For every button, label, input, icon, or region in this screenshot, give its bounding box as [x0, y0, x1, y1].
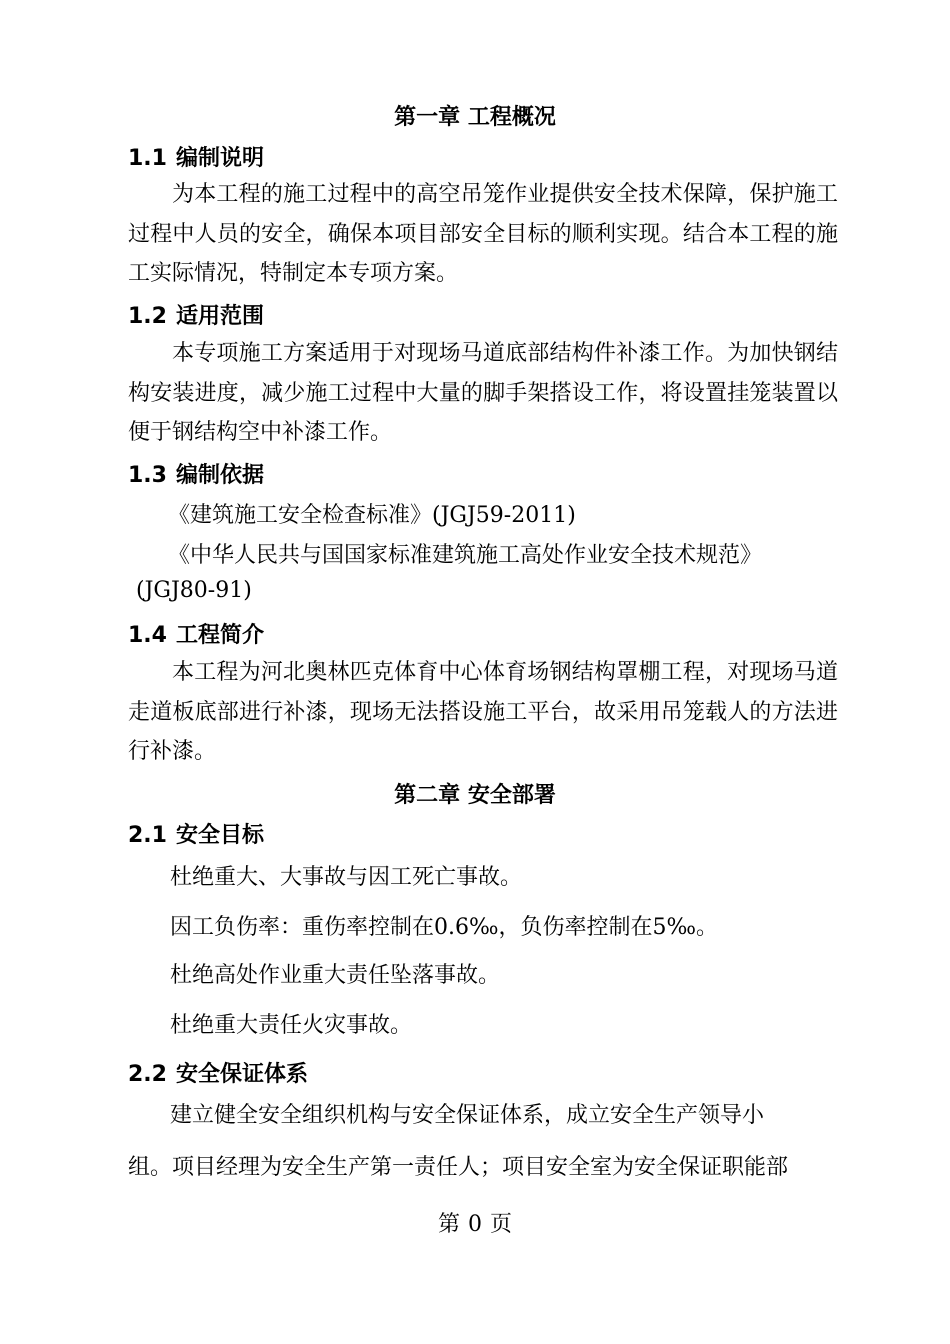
- section-title: 适用范围: [176, 304, 265, 329]
- reference-2: 《中华人民共与国国家标准建筑施工高处作业安全技术规范》: [168, 543, 763, 568]
- section-1-4-heading: [128, 618, 264, 649]
- reference-1: 《建筑施工安全检查标准》(JGJ59-2011): [168, 503, 576, 528]
- section-2-2-line-1: 建立健全安全组织机构与安全保证体系，成立安全生产领导小: [170, 1103, 765, 1128]
- section-number: 1.3: [128, 463, 167, 488]
- reference-2-code: (JGJ80-91): [136, 578, 252, 603]
- section-2-2-heading: [128, 1057, 308, 1088]
- section-title: 工程简介: [176, 623, 265, 648]
- section-1-2-heading: [128, 299, 264, 330]
- section-2-1-heading: [128, 818, 264, 849]
- chapter-2-title: 第二章 安全部署: [394, 783, 556, 808]
- page-prefix: 第: [437, 1212, 460, 1237]
- section-2-2-line-2: 组。项目经理为安全生产第一责任人；项目安全室为安全保证职能部: [128, 1155, 789, 1180]
- section-number: 1.1: [128, 146, 167, 171]
- section-number: 2.2: [128, 1062, 167, 1087]
- section-1-3-heading: [128, 458, 264, 489]
- safety-goal-1: 杜绝重大、大事故与因工死亡事故。: [170, 865, 523, 890]
- page-suffix: 页: [490, 1212, 513, 1237]
- section-title: 安全目标: [176, 823, 265, 848]
- section-number: 1.4: [128, 623, 167, 648]
- section-1-4-body: 本工程为河北奥林匹克体育中心体育场钢结构罩棚工程，对现场马道走道板底部进行补漆，现场无法搭设施工平台，故采用吊笼载人的方法进行补漆。: [128, 660, 838, 764]
- section-1-2-body: 本专项施工方案适用于对现场马道底部结构件补漆工作。为加快钢结构安装进度，减少施工过程中大量的脚手架搭设工作，将设置挂笼装置以便于钢结构空中补漆工作。: [128, 341, 838, 445]
- safety-goal-4: 杜绝重大责任火灾事故。: [170, 1013, 413, 1038]
- safety-goal-2: 因工负伤率：重伤率控制在0.6‰，负伤率控制在5‰。: [170, 915, 719, 940]
- page-footer: [0, 1207, 950, 1238]
- page-number: 0: [468, 1212, 482, 1237]
- safety-goal-3: 杜绝高处作业重大责任坠落事故。: [170, 963, 501, 988]
- section-1-1-body: 为本工程的施工过程中的高空吊笼作业提供安全技术保障，保护施工过程中人员的安全，确保本项目部安全目标的顺利实现。结合本工程的施工实际情况，特制定本专项方案。: [128, 182, 838, 286]
- section-title: 编制依据: [176, 463, 265, 488]
- section-number: 1.2: [128, 304, 167, 329]
- section-title: 编制说明: [176, 146, 265, 171]
- chapter-1-title: 第一章 工程概况: [394, 105, 556, 130]
- section-title: 安全保证体系: [176, 1062, 309, 1087]
- section-1-1-heading: [128, 141, 264, 172]
- section-number: 2.1: [128, 823, 167, 848]
